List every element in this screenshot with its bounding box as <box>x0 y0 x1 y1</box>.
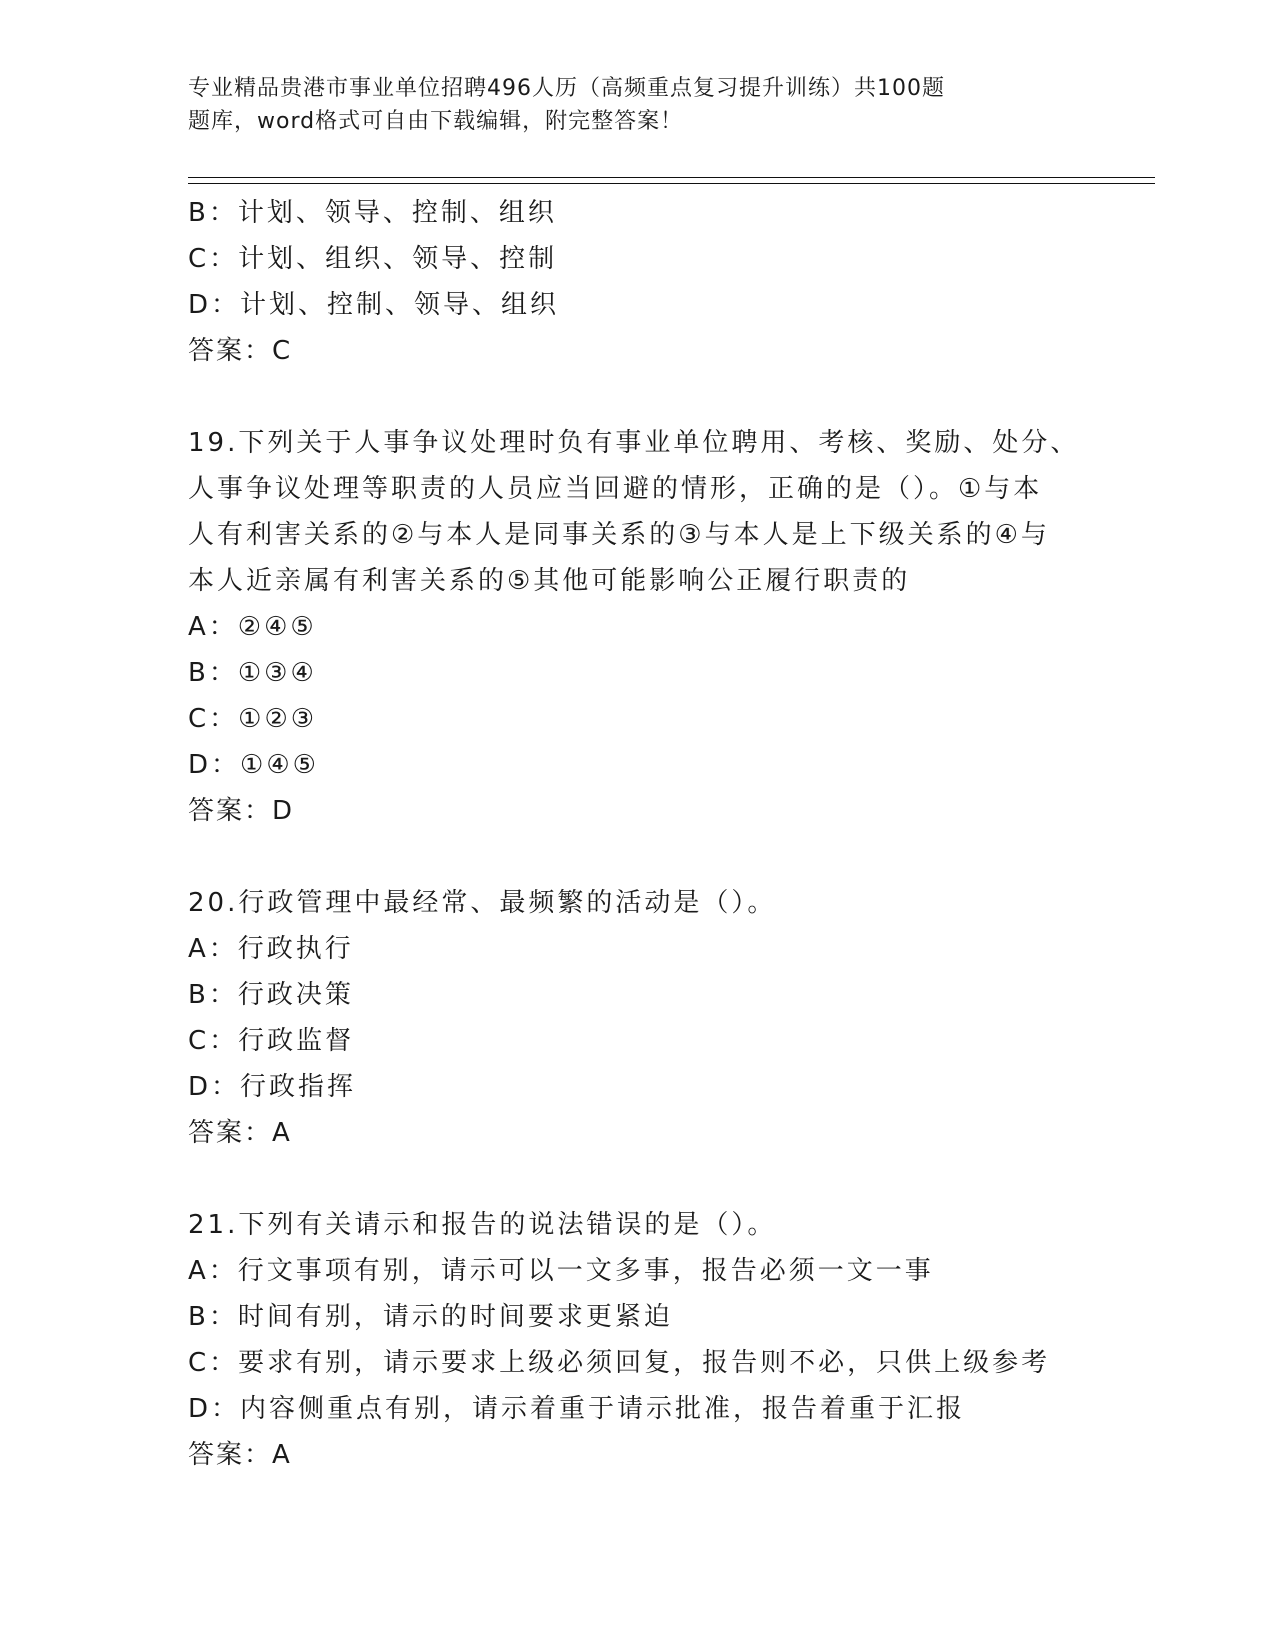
question-21 <box>188 1202 1088 1478</box>
stem-line: 人事争议处理等职责的人员应当回避的情形，正确的是（）。①与本 <box>188 474 1043 504</box>
question-stem <box>188 1202 1088 1248</box>
question-19 <box>188 420 1088 834</box>
question-18-continued <box>188 190 1088 374</box>
answer: 答案：C <box>188 336 293 366</box>
option-b: B：时间有别，请示的时间要求更紧迫 <box>188 1302 673 1332</box>
stem-line: 本人近亲属有利害关系的⑤其他可能影响公正履行职责的 <box>188 566 911 596</box>
option-b: B：①③④ <box>188 658 317 688</box>
option-d: D：行政指挥 <box>188 1072 357 1102</box>
option-a: A：行政执行 <box>188 934 354 964</box>
stem-line: 19.下列关于人事争议处理时负有事业单位聘用、考核、奖励、处分、 <box>188 428 1080 458</box>
option-b: B：行政决策 <box>188 980 354 1010</box>
answer: 答案：A <box>188 1118 292 1148</box>
option-c: C：行政监督 <box>188 1026 355 1056</box>
stem-line: 21.下列有关请示和报告的说法错误的是（）。 <box>188 1210 777 1240</box>
option-d: D：内容侧重点有别，请示着重于请示批准，报告着重于汇报 <box>188 1394 966 1424</box>
stem-line: 20.行政管理中最经常、最频繁的活动是（）。 <box>188 888 777 918</box>
option-d: D：①④⑤ <box>188 750 319 780</box>
header-line-1: 专业精品贵港市事业单位招聘496人历（高频重点复习提升训练）共100题 <box>188 76 945 101</box>
option-b: B：计划、领导、控制、组织 <box>188 198 557 228</box>
header-line-2: 题库，word格式可自由下载编辑，附完整答案！ <box>188 109 684 134</box>
question-20 <box>188 880 1088 1156</box>
question-stem <box>188 420 1088 604</box>
header-divider-top <box>188 177 1155 178</box>
document-header <box>188 72 1088 138</box>
option-c: C：①②③ <box>188 704 318 734</box>
header-divider-bottom <box>188 183 1155 184</box>
option-a: A：行文事项有别，请示可以一文多事，报告必须一文一事 <box>188 1256 934 1286</box>
answer: 答案：D <box>188 796 295 826</box>
option-c: C：计划、组织、领导、控制 <box>188 244 558 274</box>
stem-line: 人有利害关系的②与本人是同事关系的③与本人是上下级关系的④与 <box>188 520 1050 550</box>
option-a: A：②④⑤ <box>188 612 317 642</box>
option-c: C：要求有别，请示要求上级必须回复，报告则不必，只供上级参考 <box>188 1348 1051 1378</box>
answer: 答案：A <box>188 1440 292 1470</box>
question-stem <box>188 880 1088 926</box>
option-d: D：计划、控制、领导、组织 <box>188 290 560 320</box>
document-body <box>188 190 1088 1478</box>
